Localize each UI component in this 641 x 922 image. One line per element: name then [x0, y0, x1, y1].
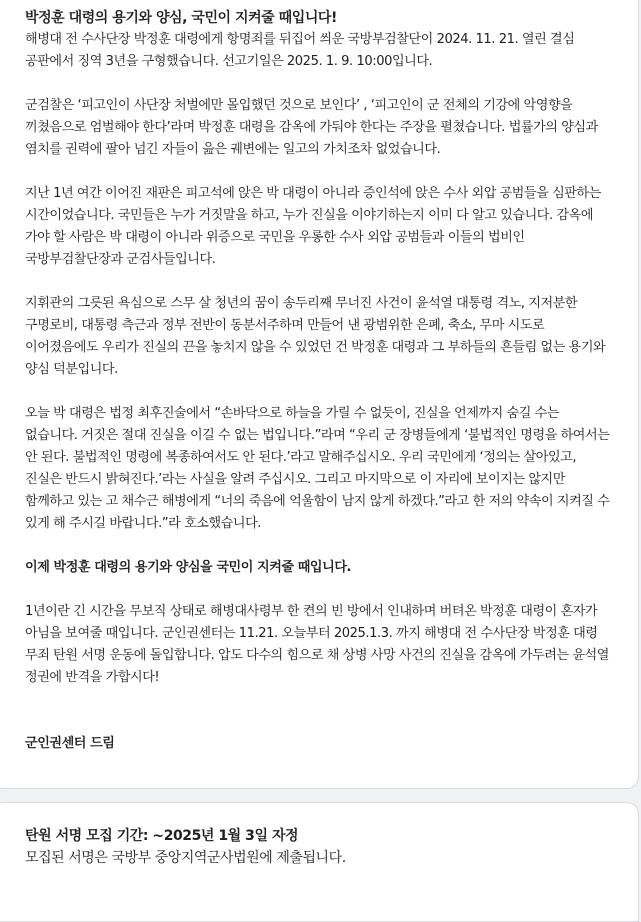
paragraph-sentencing: 해병대 전 수사단장 박정훈 대령에게 항명죄를 뒤집어 씌운 국방부검찰단이 2024. 11. 21. 열린 결심 공판에서 징역 3년을 구형했습니다. 선고기일은 2025. 1. 9. 10:00입니다. [25, 32, 575, 69]
spacer [25, 689, 611, 733]
call-to-action-line: 이제 박정훈 대령의 용기와 양심을 국민이 지켜줄 때입니다. [25, 560, 352, 575]
petition-submission-note: 모집된 서명은 국방부 중앙지역군사법원에 제출됩니다. [25, 850, 346, 866]
paragraph-cover-up: 지휘관의 그릇된 욕심으로 스무 살 청년의 꿈이 송두리째 무너진 사건이 윤석열 대통령 격노, 지저분한 구명로비, 대통령 측근과 정부 전반이 동분서주하며 만들어 낸 광범위한 은폐, 축소, 무마 시도로 이어졌음에도 우리가 진실의 끈을 놓치지 않을 수 있었던 건 박정훈 대령과 그 부하들의 흔들림 없는 용기와 양심 덕분입니다. [25, 296, 606, 377]
paragraph-petition: 1년이란 긴 시간을 무보직 상태로 해병대사령부 한 켠의 빈 방에서 인내하며 버텨온 박정훈 대령이 혼자가 아님을 보여줄 때입니다. 군인권센터는 11.21. 오늘부터 2025.1.3. 까지 해병대 전 수사단장 박정훈 대령 무죄 탄원 서명 운동에 돌입합니다. 압도 다수의 힘으로 채 상병 사망 사건의 진실을 감옥에 가두려는 윤석열 정권에 반격을 가합시다! [25, 604, 609, 685]
statement-content [25, 7, 611, 755]
paragraph-prosecution: 군검찰은 ‘피고인이 사단장 처벌에만 몰입했던 것으로 보인다’ , ‘피고인이 군 전체의 기강에 악영향을 끼쳤음으로 엄벌해야 한다’라며 박정훈 대령을 감옥에 가둬야 한다는 주장을 펼쳤습니다. 법률가의 양심과 염치를 권력에 팔아 넘긴 자들이 읊은 궤변에는 일고의 가치조차 없었습니다. [25, 98, 598, 157]
paragraph-trial: 지난 1년 여간 이어진 재판은 피고석에 앉은 박 대령이 아니라 증인석에 앉은 수사 외압 공범들을 심판하는 시간이었습니다. 국민들은 누가 거짓말을 하고, 누가 진실을 이야기하는지 이미 다 알고 있습니다. 감옥에 가야 할 사람은 박 대령이 아니라 위증으로 국민을 우롱한 수사 외압 공범들과 이들의 법비인 국방부검찰단장과 군검사들입니다. [25, 186, 601, 267]
paragraph-final-statement: 오늘 박 대령은 법정 최후진술에서 “손바닥으로 하늘을 가릴 수 없듯이, 진실을 언제까지 숨길 수는 없습니다. 거짓은 절대 진실을 이길 수 없는 법입니다.”라며 “우리 군 장병들에게 ‘불법적인 명령을 하여서는 안 된다. 불법적인 명령에 복종하여서도 안 된다.’라고 말해주십시오. 우리 국민에게 ‘정의는 살아있고, 진실은 반드시 밝혀진다.’라는 사실을 알려 주십시오. 그리고 마지막으로 이 자리에 보이지는 않지만 함께하고 있는 고 채수근 해병에게 “너의 죽음에 억울함이 남지 않게 하겠다.”라고 한 저의 약속이 지켜질 수 있게 해 주시길 바랍니다.”라 호소했습니다. [25, 406, 610, 531]
signature: 군인권센터 드림 [25, 736, 115, 751]
petition-period-title: 탄원 서명 모집 기간: ~2025년 1월 3일 자정 [25, 828, 299, 844]
petition-period-card [0, 802, 639, 922]
petition-period-content [25, 825, 611, 869]
statement-title: 박정훈 대령의 용기와 양심, 국민이 지켜줄 때입니다! [25, 10, 337, 26]
